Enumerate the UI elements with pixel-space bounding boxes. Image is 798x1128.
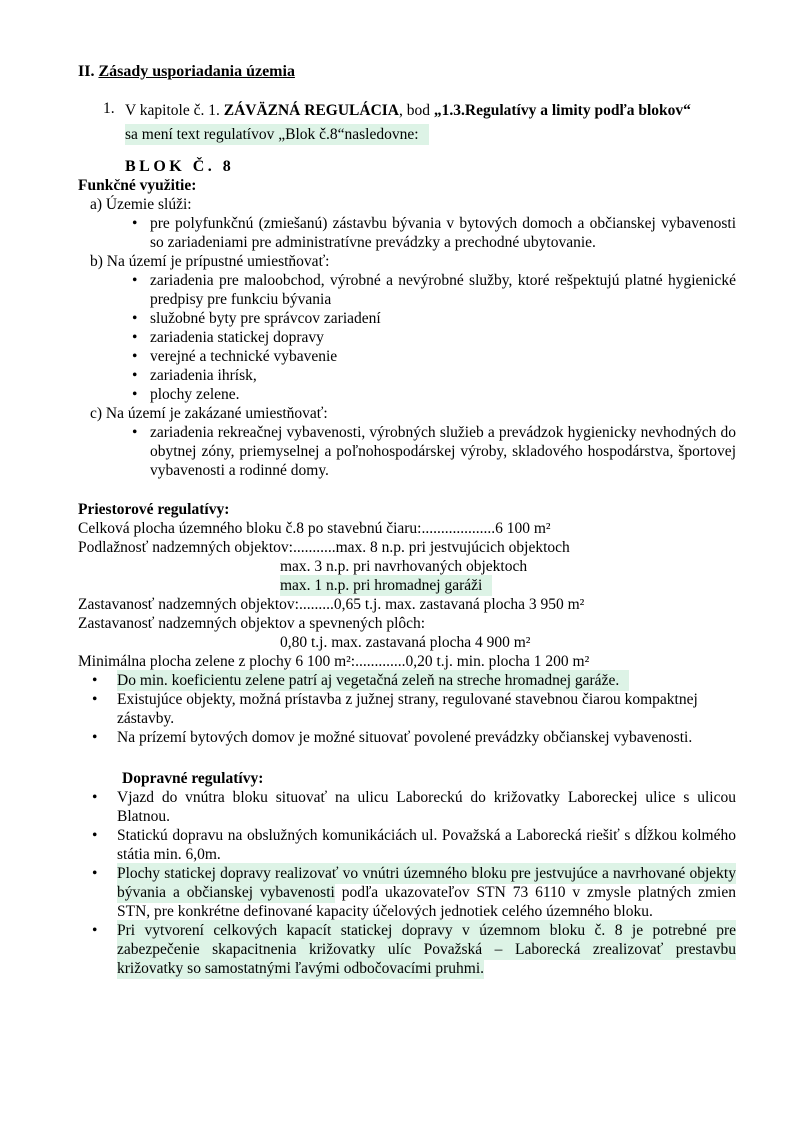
blok-title: BLOK Č. 8 [125,158,235,175]
list-item [78,423,736,480]
list-item-text: Na prízemí bytových domov je možné situovať povolené prevádzky občianskej vybavenosti. [117,729,693,746]
intersection-highlighted-text: Pri vytvorení celkových kapacít statickej dopravy v územnom bloku č. 8 je potrebné pre zabezpečenie skapacitnenia križovatky ulíc Považská – Laborecká zrealizovať prestavbu križovatky so samostatnými ľavými odbočovacími pruhmi. [117,922,736,977]
green-coefficient-highlighted-text: Do min. koeficientu zelene patrí aj vegetačná zeleň na streche hromadnej garáže. [117,670,629,691]
list-item [78,214,736,252]
bullet-icon: • [132,272,138,289]
spatial-regulations-title: Priestorové regulatívy: [78,501,230,518]
amendment-item [78,99,736,147]
list-item [78,328,736,347]
bullet-icon: • [132,215,138,232]
list-item-text [117,864,736,921]
spatial-coverage-paved-label: Zastavanosť nadzemných objektov a spevnených plôch: [78,615,426,632]
amendment-line-2 [125,123,691,147]
spatial-floors-garage-line [78,576,736,595]
parking-normal-text: podľa ukazovateľov STN 73 6110 v zmysle platných zmien STN, pre konkrétne definované kapacity účelových jednotiek celého územného bloku. [117,884,736,920]
bullet-icon: • [92,827,98,844]
spatial-floors-line: Podlažnosť nadzemných objektov:...........max. 8 n.p. pri jestvujúcich objektoch [78,539,570,556]
amendment-item-number: 1. [103,100,115,117]
bullet-icon: • [132,386,138,403]
list-item-text: plochy zelene. [150,386,240,403]
bullet-icon: • [132,424,138,441]
spatial-green-area-line: Minimálna plocha zelene z plochy 6 100 m²:.............0,20 t.j. min. plocha 1 200 m² [78,653,590,670]
bullet-icon: • [132,329,138,346]
list-item-text: zariadenia rekreačnej vybavenosti, výrobných služieb a prevádzok hygienicky nevhodných do obytnej zóny, priemyselnej a poľnohospodárskej výroby, skladového hospodárstva, športovej vybavenosti a rodinné domy. [150,424,736,479]
parking-highlighted-text: Plochy statickej dopravy realizovať vo vnútri územného bloku pre jestvujúce a navrhované objekty bývania a občianskej vybavenosti [117,865,736,901]
section-heading [78,62,736,81]
list-item-text: Vjazd do vnútra bloku situovať na ulicu Laboreckú do križovatky Laboreckej ulice s ulicou Blatnou. [117,789,736,825]
list-item [78,690,736,728]
list-item-text: Statickú dopravu na obslužných komunikáciách ul. Považská a Laborecká riešiť s dĺžkou kolmého státia min. 6,0m. [117,827,736,863]
bullet-icon: • [92,865,98,882]
list-item [78,864,736,921]
section-heading-number: II. [78,63,99,80]
list-item [78,921,736,978]
bullet-icon: • [132,310,138,327]
list-item-text: Existujúce objekty, možná prístavba z južnej strany, regulované stavebnou čiarou kompaktnej zástavby. [117,691,698,727]
clause-a-label: a) Územie slúži: [90,196,192,213]
list-item-text: pre polyfunkčnú (zmiešanú) zástavbu bývania v bytových domoch a občianskej vybavenosti so zariadeniami pre administratívne prevádzky a prechodné ubytovanie. [150,215,736,251]
list-item-text: zariadenia ihrísk, [150,367,257,384]
list-item [78,826,736,864]
list-item [78,347,736,366]
clause-c-label: c) Na území je zakázané umiestňovať: [90,405,328,422]
list-item [78,309,736,328]
bullet-icon: • [132,367,138,384]
list-item [78,728,736,747]
list-item-text: zariadenia pre maloobchod, výrobné a nevýrobné služby, ktoré rešpektujú platné hygienické predpisy pre funkciu bývania [150,272,736,308]
list-item-text: služobné byty pre správcov zariadení [150,310,381,327]
clause-b-label: b) Na území je prípustné umiestňovať: [90,253,330,270]
bullet-icon: • [92,729,98,746]
bullet-icon: • [92,672,98,689]
spatial-floors-proposed-line: max. 3 n.p. pri navrhovaných objektoch [280,558,528,575]
garage-highlighted-text: max. 1 n.p. pri hromadnej garáži [280,575,492,596]
spatial-coverage-line: Zastavanosť nadzemných objektov:.........0,65 t.j. max. zastavaná plocha 3 950 m² [78,596,585,613]
section-heading-title: Zásady usporiadania územia [98,63,295,80]
list-item [78,271,736,309]
amendment-line-1 [125,99,691,123]
list-item [78,788,736,826]
amendment-item-text [125,99,691,147]
list-item-text [117,671,736,690]
list-item [78,385,736,404]
bullet-icon: • [92,691,98,708]
amendment-highlighted-text: sa mení text regulatívov „Blok č.8“nasledovne: [125,124,429,145]
functional-use-title: Funkčné využitie: [78,177,197,194]
amendment-point-name: „1.3.Regulatívy a limity podľa blokov“ [433,102,691,119]
amendment-text-run: V kapitole č. 1. [125,102,224,119]
list-item-text [117,921,736,978]
spatial-coverage-paved-value: 0,80 t.j. max. zastavaná plocha 4 900 m² [280,634,531,651]
bullet-icon: • [92,922,98,939]
amendment-text-run: , bod [399,102,434,119]
list-item [78,366,736,385]
amendment-regulation-name: ZÁVÄZNÁ REGULÁCIA [223,102,399,119]
bullet-icon: • [92,789,98,806]
list-item [78,671,736,690]
bullet-icon: • [132,348,138,365]
list-item-text: zariadenia statickej dopravy [150,329,324,346]
transport-regulations-title: Dopravné regulatívy: [122,770,264,787]
list-item-text: verejné a technické vybavenie [150,348,338,365]
spatial-total-area-line: Celková plocha územného bloku č.8 po stavebnú čiaru:...................6 100 m² [78,520,551,537]
